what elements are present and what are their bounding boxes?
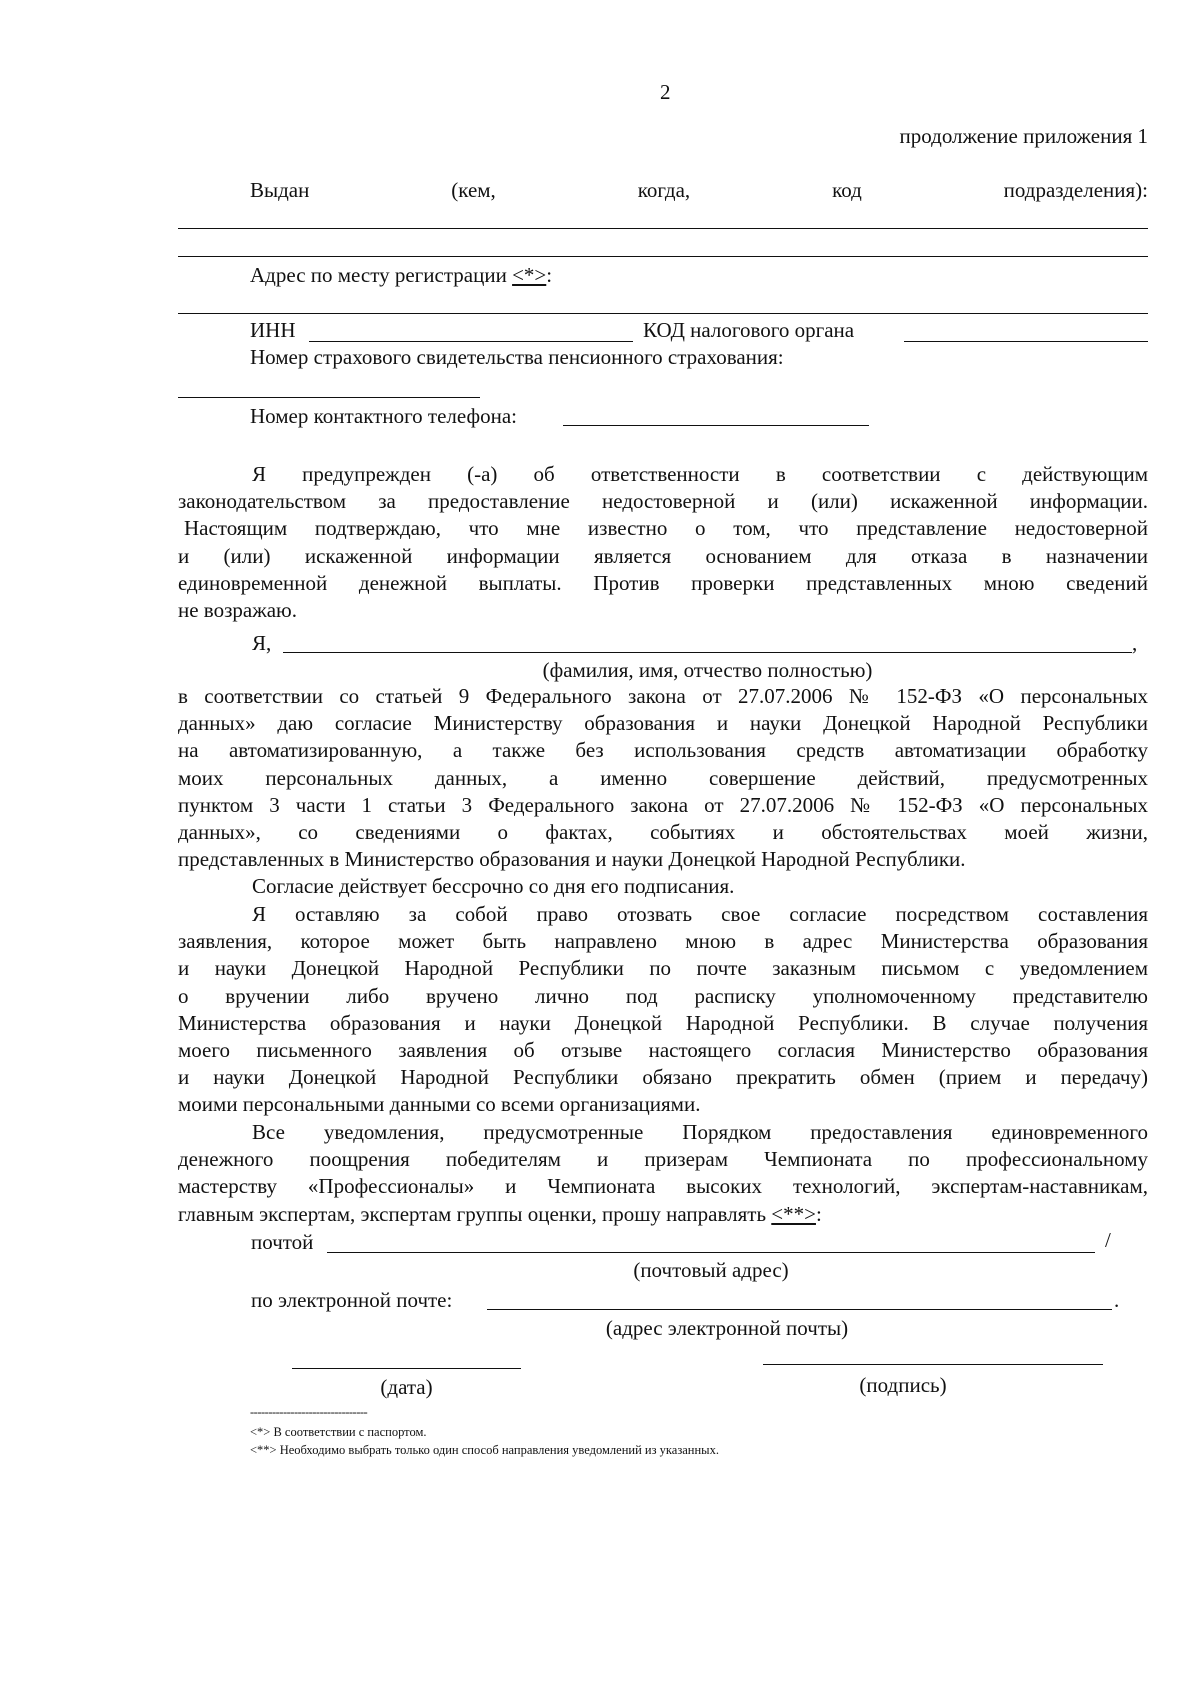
text-line: законодательством за предоставление недостоверной и (или) искаженной информации. xyxy=(178,489,1148,514)
text-line: денежного поощрения победителям и призерам Чемпионата по профессиональному xyxy=(178,1147,1148,1172)
text-line: в соответствии со статьей 9 Федерального закона от 27.07.2006 № 152-ФЗ «О персональных xyxy=(178,684,1148,708)
email-dot: . xyxy=(1114,1288,1120,1312)
footnote-ref: <**> xyxy=(771,1201,816,1226)
email-caption: (адрес электронной почты) xyxy=(605,1316,849,1340)
name-comma: , xyxy=(1132,631,1138,655)
text-line: Министерства образования и науки Донецкой Народной Республики. В случае получения xyxy=(178,1010,1148,1035)
email-field[interactable] xyxy=(487,1309,1112,1310)
consent-revocation xyxy=(178,901,1148,1119)
full-name-caption: (фамилия, имя, отчество полностью) xyxy=(542,658,873,682)
inn-label: ИНН xyxy=(250,318,296,342)
postal-address-field[interactable] xyxy=(327,1252,1095,1253)
mail-slash: / xyxy=(1105,1228,1111,1252)
text-line: Все уведомления, предусмотренные Порядком предоставления единовременного xyxy=(252,1120,1148,1144)
mail-label: почтой xyxy=(251,1230,314,1254)
text-line: мастерству «Профессионалы» и Чемпионата высоких технологий, экспертам-наставникам, xyxy=(178,1174,1148,1199)
footnote-2: <**> Необходимо выбрать только один способ направления уведомлений из указанных. xyxy=(250,1443,719,1457)
text-line: данных» даю согласие Министерству образования и науки Донецкой Народной Республики xyxy=(178,711,1148,736)
issued-word: (кем, xyxy=(451,178,496,202)
text-line: Я предупрежден (-а) об ответственности в соответствии с действующим xyxy=(252,462,1148,486)
phone-field[interactable] xyxy=(563,425,869,426)
issued-word: когда, xyxy=(637,178,691,202)
text-line: пунктом 3 части 1 статьи 3 Федерального закона от 27.07.2006 № 152-ФЗ «О персональных xyxy=(178,792,1148,817)
inn-field[interactable] xyxy=(309,341,633,342)
date-field[interactable] xyxy=(292,1368,521,1369)
email-label: по электронной почте: xyxy=(251,1288,453,1312)
tax-office-label: КОД налогового органа xyxy=(643,318,855,342)
text-line: Настоящим подтверждаю, что мне известно о том, что представление недостоверной xyxy=(184,516,1148,541)
full-name-field[interactable] xyxy=(283,652,1132,653)
text-line: о вручении либо вручено лично под расписку уполномоченному представителю xyxy=(178,983,1148,1008)
text-line: не возражаю. xyxy=(178,597,297,622)
postal-address-caption: (почтовый адрес) xyxy=(633,1258,789,1282)
text-line: моими персональными данными со всеми организациями. xyxy=(178,1092,701,1117)
signature-field[interactable] xyxy=(763,1364,1103,1365)
text-line: главным экспертам, экспертам группы оценки, прошу направлять <**>: xyxy=(178,1201,822,1226)
page-number: 2 xyxy=(660,80,671,104)
footnote-ref: <*> xyxy=(512,263,547,287)
date-caption: (дата) xyxy=(380,1375,433,1399)
address-line[interactable] xyxy=(178,313,1148,314)
footnote-1: <*> В соответствии с паспортом. xyxy=(250,1425,427,1439)
footnote-separator: -------------------------------- xyxy=(250,1405,368,1419)
text-line: данных», со сведениями о фактах, событиях и обстоятельствах моей жизни, xyxy=(178,819,1148,844)
notifications-request xyxy=(178,1119,1148,1228)
issued-word: подразделения): xyxy=(1003,178,1148,202)
text-line: моего письменного заявления об отзыве настоящего согласия Министерство образования xyxy=(178,1037,1148,1062)
issued-line-2[interactable] xyxy=(178,256,1148,257)
text-line: заявления, которое может быть направлено мною в адрес Министерства образования xyxy=(178,929,1148,954)
consent-validity: Согласие действует бессрочно со дня его подписания. xyxy=(252,874,735,899)
insurance-label: Номер страхового свидетельства пенсионного страхования: xyxy=(250,345,784,369)
issued-word: Выдан xyxy=(250,178,310,202)
address-label: Адрес по месту регистрации <*>: xyxy=(250,263,553,287)
text-line: представленных в Министерство образования и науки Донецкой Народной Республики. xyxy=(178,847,966,872)
text-line: единовременной денежной выплаты. Против проверки представленных мною сведений xyxy=(178,570,1148,595)
text-line: на автоматизированную, а также без использования средств автоматизации обработку xyxy=(178,738,1148,763)
insurance-field[interactable] xyxy=(178,397,480,398)
personal-data-consent xyxy=(178,683,1148,901)
issued-by-row xyxy=(250,176,1148,204)
phone-label: Номер контактного телефона: xyxy=(250,404,517,428)
issued-word: код xyxy=(832,178,862,202)
text-line: и науки Донецкой Народной Республики по почте заказным письмом с уведомлением xyxy=(178,956,1148,981)
signature-caption: (подпись) xyxy=(859,1373,947,1397)
text-line: и (или) искаженной информации является основанием для отказа в назначении xyxy=(178,543,1148,568)
liability-warning xyxy=(178,461,1148,624)
tax-office-field[interactable] xyxy=(904,341,1148,342)
consent-i-label: Я, xyxy=(252,631,272,655)
text-line: Я оставляю за собой право отозвать свое согласие посредством составления xyxy=(252,902,1148,926)
issued-line-1[interactable] xyxy=(178,228,1148,229)
text-line: моих персональных данных, а именно совершение действий, предусмотренных xyxy=(178,765,1148,790)
text-line: и науки Донецкой Народной Республики обязано прекратить обмен (прием и передачу) xyxy=(178,1065,1148,1090)
appendix-continuation: продолжение приложения 1 xyxy=(899,124,1148,148)
